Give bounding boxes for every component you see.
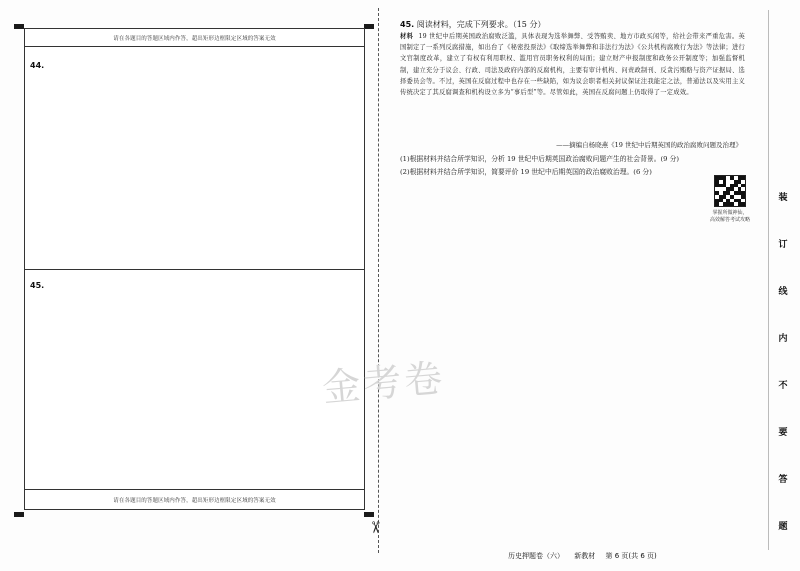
- sheet-divider-middle: [25, 269, 364, 270]
- seal-char: 装: [778, 193, 788, 203]
- seal-line: [768, 10, 769, 550]
- seal-char: 订: [778, 240, 788, 250]
- seal-char: 要: [778, 428, 788, 438]
- answer-area-notice-bottom: 请在各题目的答题区域内作答，超出矩形边框限定区域的答案无效: [113, 498, 276, 504]
- seal-char: 答: [778, 475, 788, 485]
- answer-area-notice-top: 请在各题目的答题区域内作答，超出矩形边框限定区域的答案无效: [113, 36, 276, 42]
- watermark: 金考卷: [320, 355, 448, 411]
- registration-mark: [364, 24, 374, 29]
- sheet-divider-bottom: [25, 489, 364, 490]
- sub-question-1: (1)根据材料并结合所学知识，分析 19 世纪中后期英国政治腐败问题产生的社会背景。(9 分): [400, 155, 680, 163]
- answer-box-44-number: 44.: [30, 61, 45, 70]
- qr-caption: 掌握所做神仙， 高效解答考试攻略: [709, 210, 750, 223]
- qr-module: [741, 202, 745, 206]
- question-prompt: 阅读材料，完成下列要求。（15 分）: [416, 20, 546, 29]
- registration-mark: [14, 512, 24, 517]
- page-number: 第 6 页(共 6 页): [605, 552, 657, 560]
- seal-char: 内: [778, 334, 788, 344]
- material-source: ——摘编自杨晓燕《19 世纪中后期英国的政治腐败问题及治理》: [556, 141, 742, 149]
- exam-name: 历史押题卷（六）: [508, 552, 564, 560]
- answer-box-45-number: 45.: [30, 281, 45, 290]
- seal-char: 题: [778, 522, 788, 532]
- qr-code-icon[interactable]: [714, 175, 746, 207]
- edition-label: 新教材: [574, 552, 596, 560]
- question-header: [400, 19, 545, 30]
- registration-mark: [364, 512, 374, 517]
- answer-sheet: [24, 28, 365, 510]
- material-text: 19 世纪中后期英国政治腐败泛滥，具体表现为选举舞弊、受答贿卖、地方市政买闲等，给社会带来严重危害。英国制定了一系列反腐措施，如出台了《秘密投票法》《取缔选举舞弊和非法行为法》《公共机构腐败行为法》等法律；进行文官制度改革，建立了有权有利用职权、滥用官员职务权利的局面；建立财产申报制度和政务公开制度等；加强监督机制，建立充分于议会、行政、司法及政府内部的反腐机构，主要有审计机构、问责政制刊、反贪污贿赂与资产证据局、选择委员会等。不过，英国在反腐过程中也存在一些缺陷，如为议会职者相关封议保证注我能定之法，普通法以及实用主义传统决定了其反腐调查和机构设立多为“事后型”等。尽管如此，英国在反腐问题上仍取得了一定成效。: [400, 33, 746, 97]
- seal-strip: [772, 0, 796, 571]
- sheet-divider-top: [25, 46, 364, 47]
- page-footer: [508, 551, 665, 561]
- registration-mark: [14, 24, 24, 29]
- sub-question-2: (2)根据材料并结合所学知识，简要评价 19 世纪中后期英国的政治腐败治理。(6 分): [400, 168, 652, 176]
- cut-line: [378, 8, 379, 553]
- scissors-icon: ✂: [366, 520, 386, 535]
- seal-char: 线: [778, 287, 788, 297]
- material-label: 材料: [400, 33, 414, 40]
- seal-char: 不: [778, 381, 788, 391]
- material-passage: [400, 31, 745, 98]
- question-number: 45.: [400, 20, 415, 29]
